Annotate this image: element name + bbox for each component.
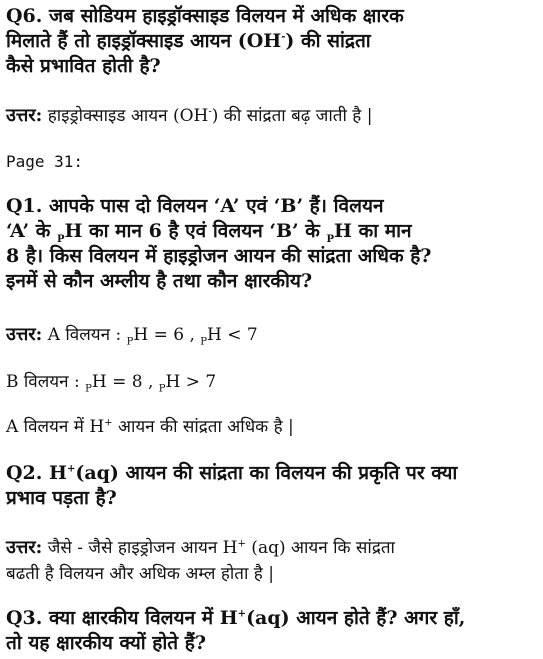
page-label: Page 31: xyxy=(6,152,84,171)
q2-line-1 xyxy=(6,461,536,486)
answer-q2 xyxy=(6,535,536,587)
q1-line2-mid: H का मान 6 है एवं विलयन ‘B’ के xyxy=(64,220,327,242)
q6-text-2: मिलाते हैं तो हाइड्रॉक्साइड आयन (OH xyxy=(6,30,282,52)
q2-line1-pre: Q2. H xyxy=(6,462,67,484)
q3-line1-post: (aq) आयन होते हैं? अगर हाँ, xyxy=(246,607,466,629)
question-q2 xyxy=(6,461,536,511)
q3-line1-pre: Q3. क्या क्षारकीय विलयन में H xyxy=(6,607,238,629)
a2-line-2: बढती है विलयन और अधिक अम्ल होता है | xyxy=(6,564,274,584)
q1-line-2 xyxy=(6,219,536,244)
a1-ph-sub-c: P xyxy=(85,383,92,395)
q6-label: Q6. xyxy=(6,5,43,27)
a1-line1-mid: H = 6 , xyxy=(133,325,201,345)
q2-line-2: प्रभाव पड़ता है? xyxy=(6,487,117,509)
q1-line2-post: H का मान xyxy=(334,220,412,242)
a1-ph-sub-d: P xyxy=(158,383,166,395)
q1-line-4: इनमें से कौन अम्लीय है तथा कौन क्षारकीय? xyxy=(6,270,313,292)
q2-plus: + xyxy=(66,463,76,475)
a1-line2-mid: H = 8 , xyxy=(91,372,159,392)
a2-line1-post: (aq) आयन कि सांद्रता xyxy=(245,538,395,558)
q1-line2-pre: ‘A’ के xyxy=(6,220,57,242)
a1-line3-post: आयन की सांद्रता अधिक है | xyxy=(112,417,294,437)
answer-label: उत्तर: xyxy=(6,324,43,345)
a1-line3-pre: A विलयन में H xyxy=(6,417,105,437)
q1-ph-sub-a: P xyxy=(56,233,65,245)
a1-plus: + xyxy=(104,417,113,429)
a1-line1-post: H < 7 xyxy=(206,325,258,345)
q6-line-1 xyxy=(6,4,536,29)
a6-text-pre: हाइड्रोक्साइड आयन (OH xyxy=(42,106,209,126)
q2-line1-post: (aq) आयन की सांद्रता का विलयन की प्रकृति पर क्या xyxy=(75,462,458,484)
question-q3 xyxy=(6,606,536,656)
question-q1 xyxy=(6,194,536,294)
q6-line-3: कैसे प्रभावित होती है? xyxy=(6,55,161,77)
a2-line-1 xyxy=(6,535,536,561)
answer-label: उत्तर: xyxy=(6,105,43,126)
q6-line-2 xyxy=(6,29,536,54)
q3-plus: + xyxy=(237,608,247,620)
q3-line-1 xyxy=(6,606,536,631)
q1-ph-sub-b: P xyxy=(326,233,335,245)
q3-line-2: तो यह क्षारकीय क्यों होते हैं? xyxy=(6,632,206,654)
a6-text-post: ) की सांद्रता बढ़ जाती है | xyxy=(211,106,373,126)
q6-text-1: जब सोडियम हाइड्रॉक्साइड विलयन में अधिक क्षारक xyxy=(42,5,404,27)
question-q6 xyxy=(6,4,536,79)
answer-q1 xyxy=(6,322,536,348)
a1-line1-pre: A विलयन : xyxy=(42,325,127,345)
a2-plus: + xyxy=(237,538,246,550)
q1-line-3: 8 है। किस विलयन में हाइड्रोजन आयन की सांद्रता अधिक है? xyxy=(6,245,432,267)
q1-line-1: Q1. आपके पास दो विलयन ‘A’ एवं ‘B’ हैं। विलयन xyxy=(6,195,384,217)
answer-label: उत्तर: xyxy=(6,537,43,558)
a1-line2-post: H > 7 xyxy=(165,372,217,392)
a1-line2-pre: B विलयन : xyxy=(6,372,86,392)
answer-q1-line-3 xyxy=(6,414,536,440)
a6-charge: - xyxy=(208,106,212,118)
answer-q6 xyxy=(6,103,536,129)
a2-line1-pre: जैसे - जैसे हाइड्रोजन आयन H xyxy=(42,538,238,558)
answer-q1-line-2 xyxy=(6,369,536,395)
a1-ph-sub-b: P xyxy=(200,336,207,348)
q6-text-3: ) की सांद्रता xyxy=(285,30,371,52)
q6-charge: - xyxy=(281,31,286,43)
a1-ph-sub-a: P xyxy=(126,336,134,348)
